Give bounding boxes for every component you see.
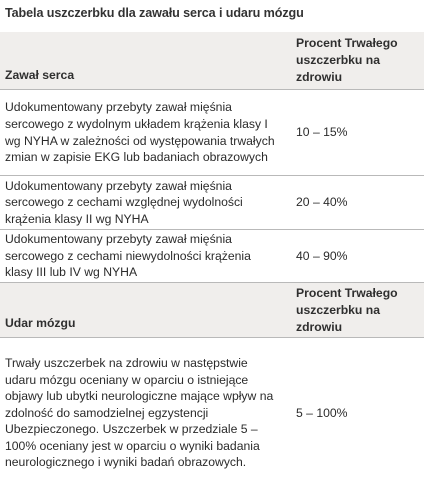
table-title: Tabela uszczerbku dla zawału serca i udaru mózgu [5, 6, 304, 20]
table-row [0, 176, 424, 230]
row-description: Udokumentowany przebyty zawał mięśnia sercowego z wydolnym układem krążenia klasy I wg NYHA w zależności od występowania trwałych zmian w zapisie EKG lub badaniach obrazowych [5, 100, 275, 165]
table-row [0, 230, 424, 283]
row-percent: 20 – 40% [296, 195, 348, 210]
table-row [0, 90, 424, 176]
section-header-heart-attack [0, 32, 424, 90]
percent-column-header: Procent Trwałego uszczerbku na zdrowiu [296, 285, 398, 334]
row-description: Udokumentowany przebyty zawał mięśnia sercowego z cechami względnej wydolności krążenia klasy II wg NYHA [5, 178, 243, 226]
row-description: Udokumentowany przebyty zawał mięśnia sercowego z cechami niewydolności krążenia klasy III lub IV wg NYHA [5, 232, 251, 280]
section-header-stroke [0, 283, 424, 338]
row-percent: 10 – 15% [296, 125, 348, 140]
impairment-table [0, 32, 424, 488]
row-description: Trwały uszczerbek na zdrowiu w następstwie udaru mózgu oceniany w oparciu o istniejące objawy lub ubytki neurologiczne mające wpływ na zdolność do samodzielnej egzystencji Ubezpieczonego. Uszczerbek w przedziale 5 – 100% oceniany jest w oparciu o wyniki badania neurologicznego i wyniki badań obrazowych. [5, 355, 274, 470]
section-label: Udar mózgu [5, 316, 76, 331]
row-percent: 40 – 90% [296, 248, 348, 263]
table-row [0, 338, 424, 488]
row-percent: 5 – 100% [296, 405, 348, 420]
section-label: Zawał serca [5, 68, 75, 83]
percent-column-header: Procent Trwałego uszczerbku na zdrowiu [296, 36, 398, 84]
